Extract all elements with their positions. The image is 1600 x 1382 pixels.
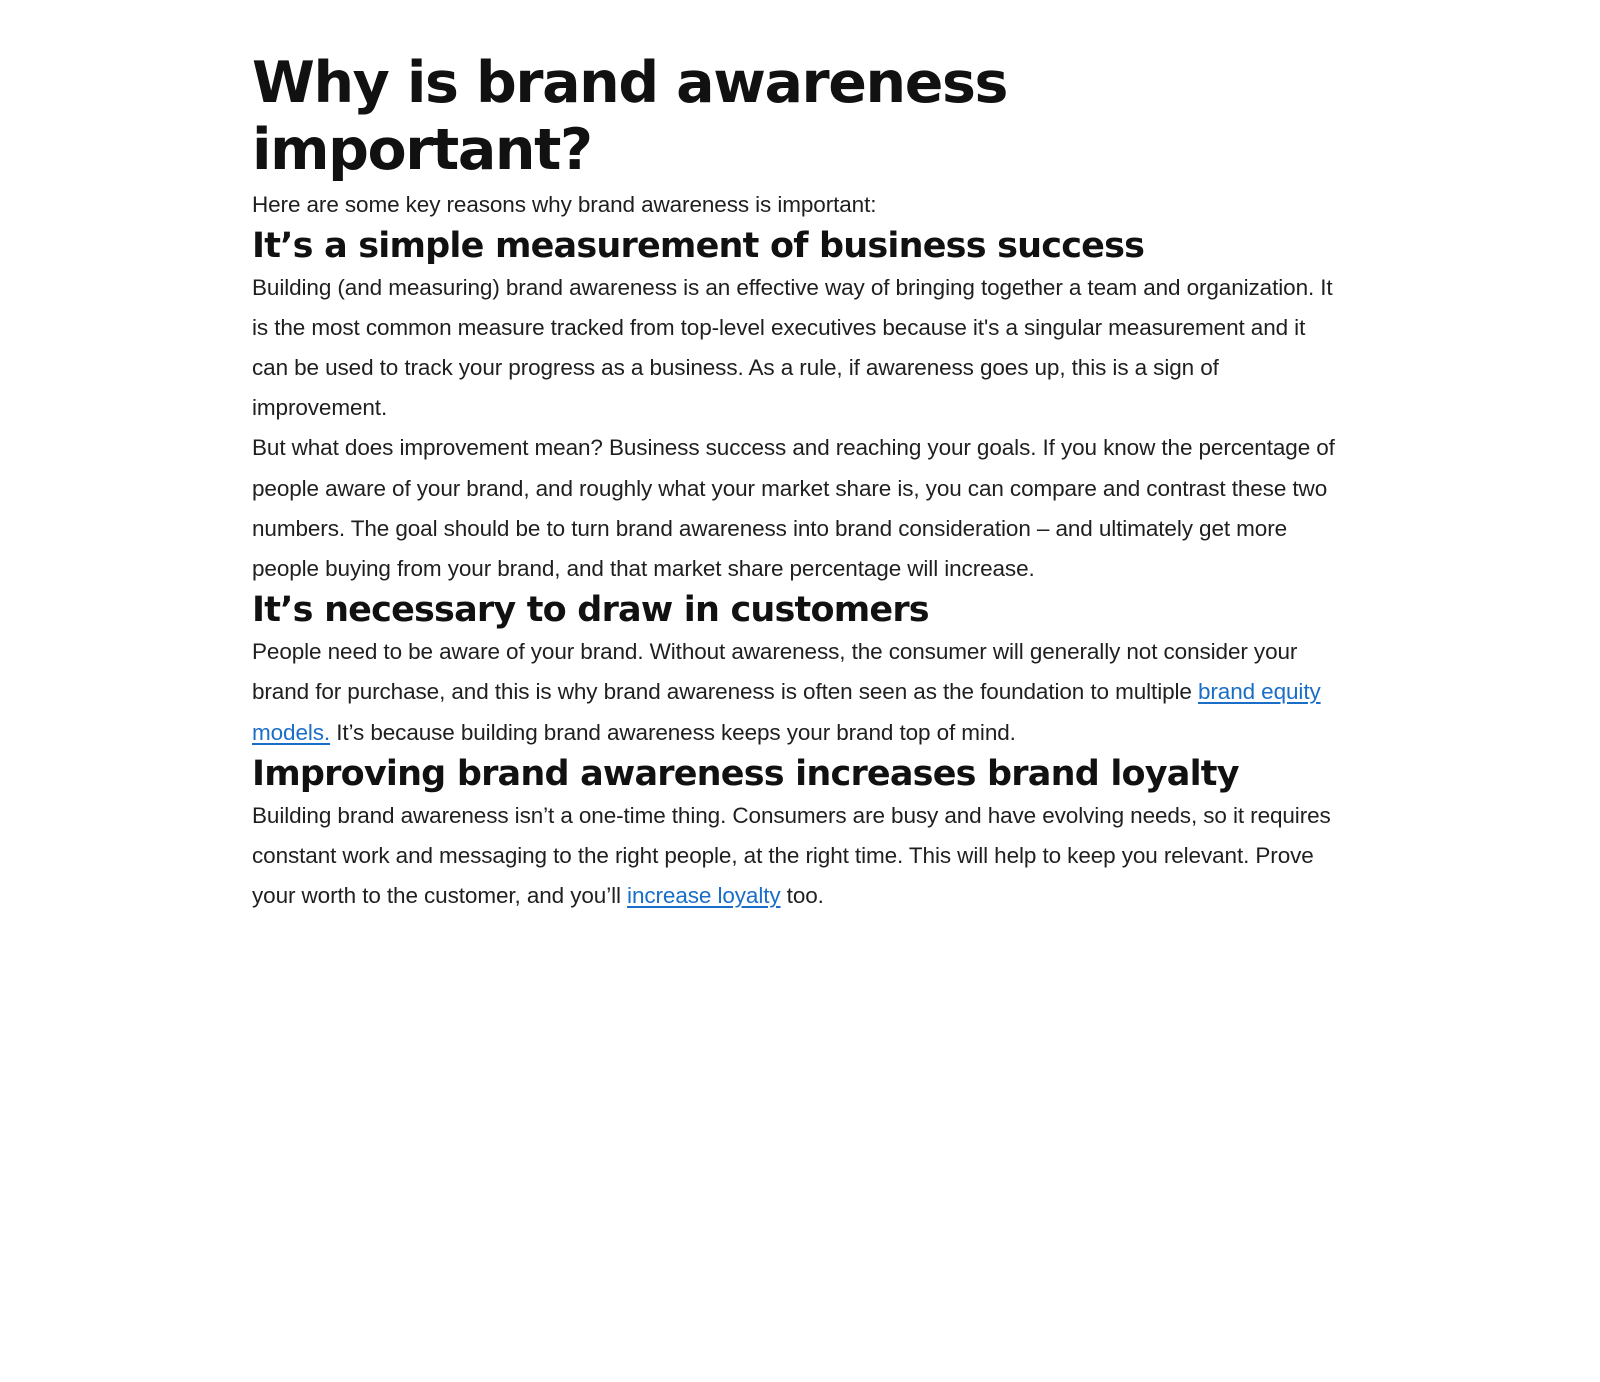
- section-1-paragraph-1: Building (and measuring) brand awareness is an effective way of bringing together a team and organization. It is the most common measure tracked from top-level executives because it's a singular measurement and it can be used to track your progress as a business. As a rule, if awareness goes up, this is a sign of improvement.: [252, 275, 1333, 421]
- section-heading-draw-in-customers: It’s necessary to draw in customers: [252, 589, 929, 630]
- section-1-paragraph-2: But what does improvement mean? Business success and reaching your goals. If you know the percentage of people aware of your brand, and roughly what your market share is, you can compare and contrast these two numbers. The goal should be to turn brand awareness into brand consideration – and ultimately get more people buying from your brand, and that market share percentage will increase.: [252, 435, 1335, 581]
- section-3-text-after-link: too.: [780, 883, 824, 909]
- increase-loyalty-link[interactable]: increase loyalty: [627, 883, 781, 909]
- intro-paragraph: Here are some key reasons why brand awareness is important:: [252, 191, 877, 217]
- brand-equity-models-link[interactable]: brand equity models.: [252, 679, 1321, 745]
- section-3-paragraph: [252, 796, 1340, 916]
- section-2-text-after-link: It’s because building brand awareness keeps your brand top of mind.: [330, 719, 1016, 745]
- section-3-text-before-link: Building brand awareness isn’t a one-time thing. Consumers are busy and have evolving needs, so it requires constant work and messaging to the right people, at the right time. This will help to keep you relevant. Prove your worth to the customer, and you’ll: [252, 803, 1331, 909]
- section-2-text-before-link: People need to be aware of your brand. Without awareness, the consumer will generally not consider your brand for purchase, and this is why brand awareness is often seen as the foundation to multiple: [252, 639, 1298, 705]
- page-title: Why is brand awareness important?: [252, 50, 1008, 184]
- section-heading-brand-loyalty: Improving brand awareness increases brand loyalty: [252, 753, 1239, 794]
- section-2-paragraph: [252, 632, 1340, 752]
- section-heading-business-success: It’s a simple measurement of business success: [252, 225, 1145, 266]
